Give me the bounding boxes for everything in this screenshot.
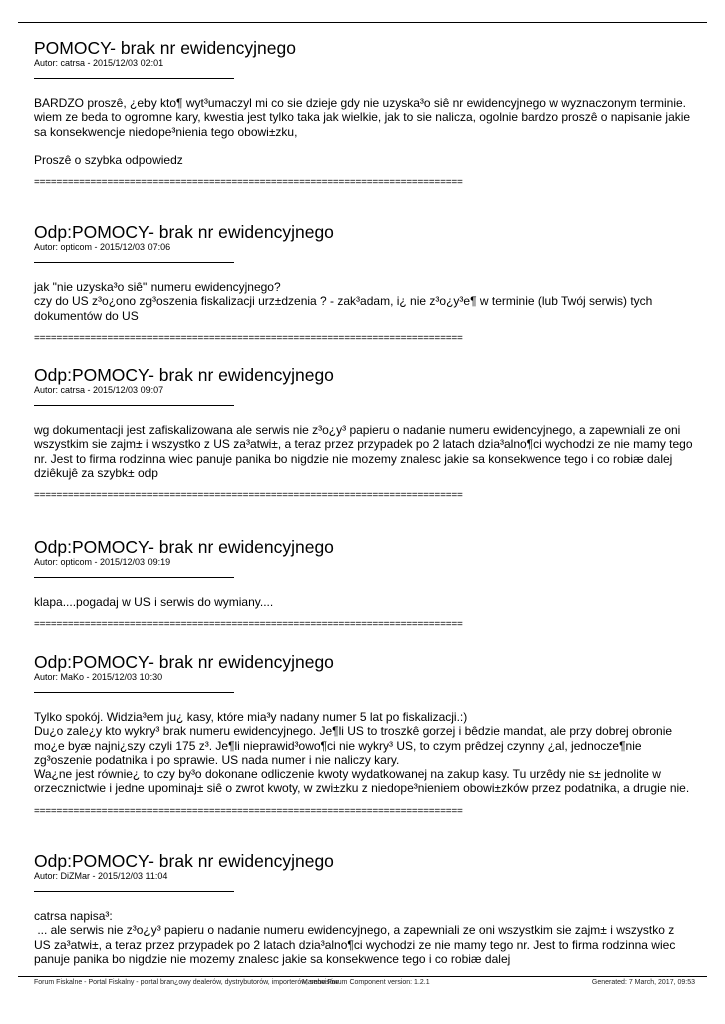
post-title: POMOCY- brak nr ewidencyjnego: [34, 38, 296, 58]
post-title: Odp:POMOCY- brak nr ewidencyjnego: [34, 222, 334, 242]
post-separator: ============================================================================: [34, 490, 463, 502]
author-rule: [34, 577, 234, 578]
post-paragraph: BARDZO proszê, ¿eby kto¶ wyt³umaczyl mi co sie dzieje gdy nie uzyska³o siê nr ewidencyjnego w wyznaczonym terminie. wiem ze beda to ogromne kary, kwestia jest tylko taka jak wielkie, jak to sie nalicza, ogolnie bardzo proszê o napisanie jakie sa konsekwencje niedope³nienia tego obowi±zku,: [34, 96, 691, 139]
top-rule: [18, 22, 707, 23]
post-separator: ============================================================================: [34, 805, 463, 817]
footer-site-text: Forum Fiskalne - Portal Fiskalny - portal bran¿owy dealerów, dystrybutorów, importerów, serwisów: [34, 979, 339, 986]
forum-post: [34, 222, 694, 345]
post-body: [34, 423, 694, 480]
post-paragraph: Tylko spokój. Widzia³em ju¿ kasy, które mia³y nadany numer 5 lat po fiskalizacji.:) Du¿o zale¿y kto wykry³ brak numeru ewidencyjnego. Je¶li US to troszkê gorzej i bêdzie mandat, ale przy dobrej obronie mo¿e byæ najni¿szy czyli 175 z³. Je¶li nieprawid³owo¶ci nie wykry³ US, to czym prêdzej czynny ¿al, jednocze¶nie zg³oszenie podatnika i po sprawie. US nada numer i nie naliczy kary. Wa¿ne jest równie¿ to czy by³o dokonane odliczenie kwoty wydatkowanej na zakup kasy. Tu urzêdy nie s± jednolite w orzecznictwie i jedne upominaj± siê o zwrot kwoty, w zwi±zku z niedope³nieniem obowi±zków przez podatnika, a drugie nie.: [34, 710, 690, 796]
post-author: Autor: opticom - 2015/12/03 09:19: [34, 557, 171, 567]
post-separator: ============================================================================: [34, 332, 463, 344]
post-title: Odp:POMOCY- brak nr ewidencyjnego: [34, 537, 334, 557]
post-body: [34, 909, 694, 966]
post-paragraph: wg dokumentacji jest zafiskalizowana ale serwis nie z³o¿y³ papieru o nadanie numeru ewidencyjnego, a zapewniali ze oni wszystkim sie zajm± i wszystko z US za³atwi±, a teraz przez przypadek po 2 latach dzia³alno¶ci wychodzi ze nie mamy tego nr. Jest to firma rodzinna wiec panuje panika bo nigdzie nie mozemy znalesc jakie sa konsekwence tego i co robiæ dalej dziêkujê za szybk± odp: [34, 423, 693, 480]
author-rule: [34, 692, 234, 693]
post-body: [34, 595, 694, 609]
post-paragraph: catrsa napisa³: ... ale serwis nie z³o¿y³ papieru o nadanie numeru ewidencyjnego, a zapewniali ze oni wszystkim sie zajm± i wszystko z US za³atwi±, a teraz przez przypadek po 2 latach dzia³alno¶ci wychodzi ze nie mamy tego nr. Jest to firma rodzinna wiec panuje panika bo nigdzie nie mozemy znalesc jakie sa konsekwence tego i co robiæ dalej: [34, 909, 676, 966]
author-rule: [34, 78, 234, 79]
post-paragraph: Proszê o szybka odpowiedz: [34, 152, 183, 167]
author-rule: [34, 405, 234, 406]
post-separator: ============================================================================: [34, 619, 463, 631]
post-title: Odp:POMOCY- brak nr ewidencyjnego: [34, 851, 334, 871]
post-author: Autor: opticom - 2015/12/03 07:06: [34, 242, 171, 252]
footer-generated-date: Generated: 7 March, 2017, 09:53: [591, 979, 695, 986]
footer-component-version: Mambo Forum Component version: 1.2.1: [302, 979, 430, 986]
post-author: Autor: catrsa - 2015/12/03 09:07: [34, 385, 164, 395]
post-author: Autor: DiZMar - 2015/12/03 11:04: [34, 871, 168, 881]
post-author: Autor: catrsa - 2015/12/03 02:01: [34, 58, 164, 68]
post-author: Autor: MaKo - 2015/12/03 10:30: [34, 672, 163, 682]
post-paragraph: klapa....pogadaj w US i serwis do wymiany....: [34, 595, 274, 609]
post-body: [34, 96, 694, 167]
post-paragraph: jak "nie uzyska³o siê" numeru ewidencyjnego? czy do US z³o¿ono zg³oszenia fiskalizacji urz±dzenia ? - zak³adam, i¿ nie z³o¿y³e¶ w terminie (lub Twój serwis) tych dokumentów do US: [34, 280, 653, 323]
post-title: Odp:POMOCY- brak nr ewidencyjnego: [34, 365, 334, 385]
bottom-rule: [18, 976, 707, 977]
author-rule: [34, 262, 234, 263]
forum-post: [34, 851, 694, 966]
forum-post: [34, 537, 694, 631]
post-body: [34, 710, 694, 796]
post-title: Odp:POMOCY- brak nr ewidencyjnego: [34, 652, 334, 672]
post-separator: ============================================================================: [34, 177, 463, 189]
author-rule: [34, 891, 234, 892]
forum-post: [34, 365, 694, 502]
forum-post: [34, 652, 694, 818]
post-body: [34, 280, 694, 323]
forum-post: [34, 38, 694, 189]
